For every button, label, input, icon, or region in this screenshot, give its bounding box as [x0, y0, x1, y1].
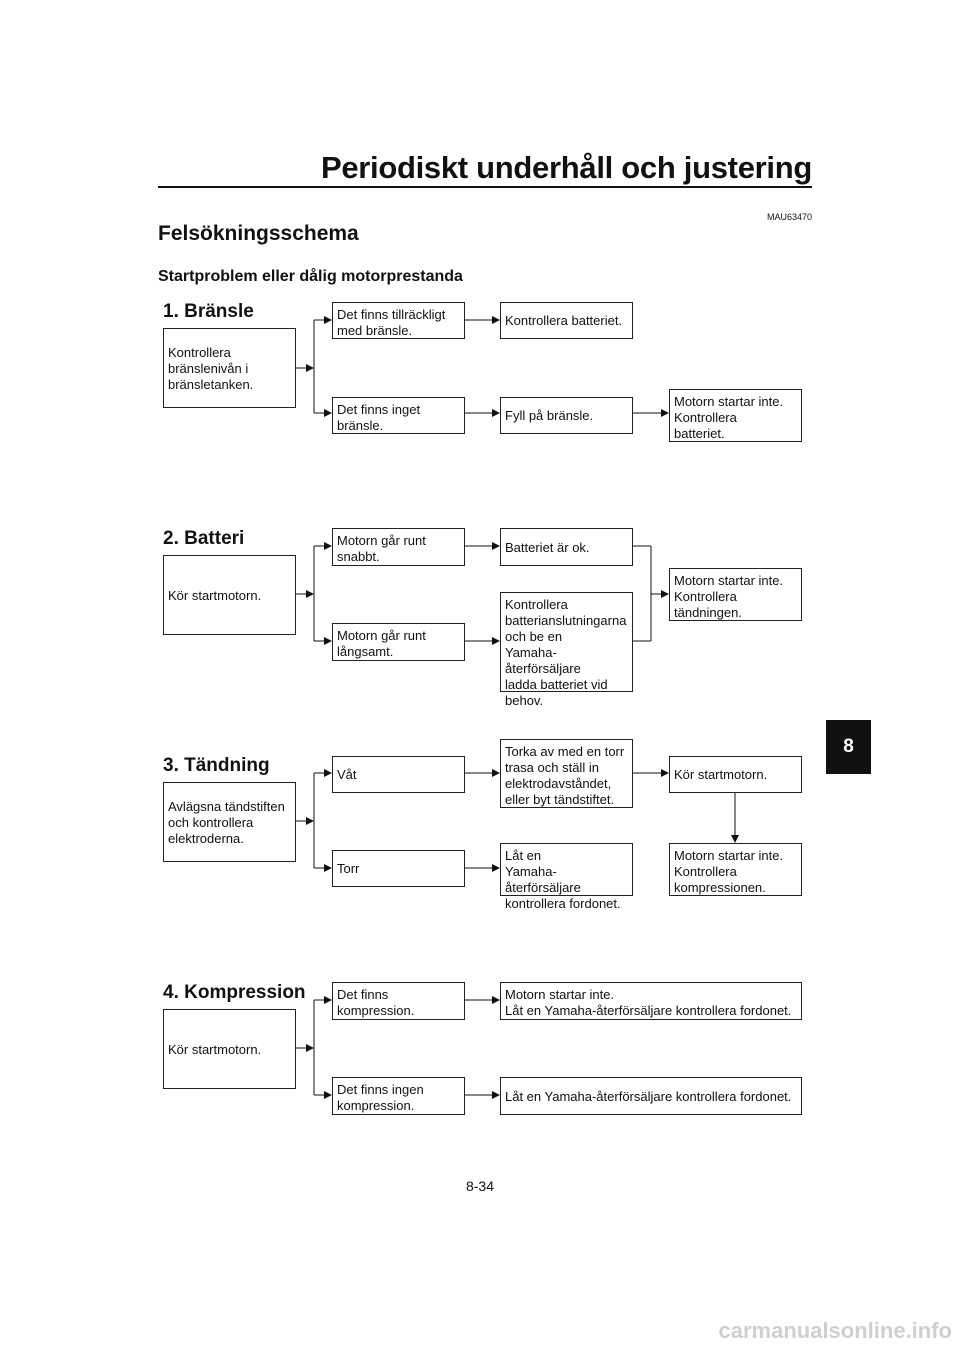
ignition-start-box: Avlägsna tändstiften och kontrollera elektroderna. — [163, 782, 296, 862]
page-title: Periodiskt underhåll och justering — [320, 150, 812, 185]
compression-start-box: Kör startmotorn. — [163, 1009, 296, 1089]
ignition-upper-box: Våt — [332, 756, 465, 793]
subsection-title: Startproblem eller dålig motorprestanda — [158, 268, 463, 285]
battery-lower-result-box: Kontrollera batterianslutningarna och be en Yamaha-återförsäljare ladda batteriet vid behov. — [500, 592, 633, 692]
ignition-lower-result-box: Låt en Yamaha-återförsäljare kontrollera fordonet. — [500, 843, 633, 896]
battery-upper-result-box: Batteriet är ok. — [500, 528, 633, 566]
doc-code: MAU63470 — [766, 212, 812, 222]
compression-upper-box: Det finns kompression. — [332, 982, 465, 1020]
fuel-start-box: Kontrollera bränslenivån i bränsletanken. — [163, 328, 296, 408]
fuel-lower-result-box: Fyll på bränsle. — [500, 397, 633, 434]
group-title-battery: 2. Batteri — [163, 528, 245, 549]
fuel-upper-result-box: Kontrollera batteriet. — [500, 302, 633, 339]
ignition-lower-box: Torr — [332, 850, 465, 887]
group-title-fuel: 1. Bränsle — [163, 301, 254, 322]
compression-upper-result-box: Motorn startar inte. Låt en Yamaha-återförsäljare kontrollera fordonet. — [500, 982, 802, 1020]
fuel-upper-box: Det finns tillräckligt med bränsle. — [332, 302, 465, 339]
group-title-ignition: 3. Tändning — [163, 755, 270, 776]
section-title: Felsökningsschema — [158, 222, 359, 245]
battery-upper-box: Motorn går runt snabbt. — [332, 528, 465, 566]
watermark: carmanualsonline.info — [718, 1318, 952, 1343]
ignition-upper-result-box: Torka av med en torr trasa och ställ in elektrodavståndet, eller byt tändstiftet. — [500, 739, 633, 808]
battery-lower-box: Motorn går runt långsamt. — [332, 623, 465, 661]
fuel-lower-box: Det finns inget bränsle. — [332, 397, 465, 434]
chapter-tab: 8 — [826, 720, 871, 774]
fuel-final-box: Motorn startar inte. Kontrollera batteriet. — [669, 389, 802, 442]
compression-lower-box: Det finns ingen kompression. — [332, 1077, 465, 1115]
compression-lower-result-box: Låt en Yamaha-återförsäljare kontrollera fordonet. — [500, 1077, 802, 1115]
battery-start-box: Kör startmotorn. — [163, 555, 296, 635]
ignition-next-box: Kör startmotorn. — [669, 756, 802, 793]
page-number: 8-34 — [465, 1178, 495, 1194]
group-title-compression: 4. Kompression — [163, 982, 306, 1003]
battery-final-box: Motorn startar inte. Kontrollera tändningen. — [669, 568, 802, 621]
ignition-final-box: Motorn startar inte. Kontrollera kompressionen. — [669, 843, 802, 896]
